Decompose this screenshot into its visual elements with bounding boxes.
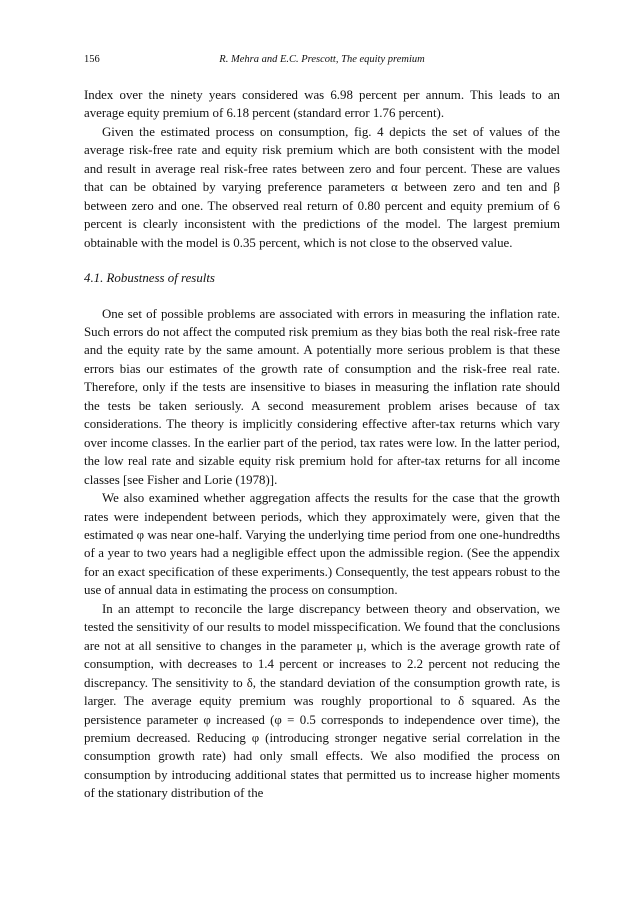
paragraph-continuation: Index over the ninety years considered was 6.98 percent per annum. This leads to an average equity premium of 6.18 percent (standard error 1.76 percent).	[84, 88, 560, 121]
paragraph-measurement-errors: One set of possible problems are associated with errors in measuring the inflation rate. Such errors do not affect the computed risk premium as they bias both the real risk-free rate and the equity rate by the same amount. A potentially more serious problem is that these errors bias our estimates of the growth rate of consumption and the risk-free real rate. Therefore, only if the tests are insensitive to biases in measuring the inflation rate should the tests be taken seriously. A second measurement problem arises because of tax considerations. The theory is implicitly considering effective after-tax returns which vary over income classes. In the earlier part of the period, tax rates were low. In the latter period, the low real rate and sizable equity risk premium hold for after-tax returns for all income classes [see Fisher and Lorie (1978)].	[84, 306, 560, 487]
running-header	[84, 52, 560, 68]
page-number: 156	[84, 54, 100, 65]
running-title: R. Mehra and E.C. Prescott, The equity premium	[219, 54, 425, 65]
paragraph-aggregation: We also examined whether aggregation affects the results for the case that the growth rates were independent between periods, which they approximately were, given that the estimated φ was near one-half. Varying the underlying time period from one one-hundredths of a year to two years had a negligible effect upon the admissible region. (See the appendix for an exact specification of these experiments.) Consequently, the test appears robust to the use of annual data in estimating the process on consumption.	[84, 491, 560, 598]
document-page	[84, 52, 560, 803]
paragraph-misspecification: In an attempt to reconcile the large discrepancy between theory and observation, we tested the sensitivity of our results to model misspecification. We found that the conclusions are not at all sensitive to changes in the parameter μ, which is the average growth rate of consumption, with decreases to 1.4 percent or increases to 2.2 percent not reducing the discrepancy. The sensitivity to δ, the standard deviation of the consumption growth rate, is larger. The average equity premium was roughly proportional to δ squared. As the persistence parameter φ increased (φ = 0.5 corresponds to independence over time), the premium decreased. Reducing φ (introducing stronger negative serial correlation in the consumption growth rate) had only small effects. We also modified the process on consumption by introducing additional states that permitted us to increase higher moments of the stationary distribution of the	[84, 601, 560, 801]
paragraph-fig4-discussion: Given the estimated process on consumption, fig. 4 depicts the set of values of the average risk-free rate and equity risk premium which are both consistent with the model and result in average real risk-free rates between zero and four percent. These are values that can be obtained by varying preference parameters α between zero and ten and β between zero and one. The observed real return of 0.80 percent and equity premium of 6 percent is clearly inconsistent with the predictions of the model. The largest premium obtainable with the model is 0.35 percent, which is not close to the observed value.	[84, 124, 560, 250]
section-heading-robustness: 4.1. Robustness of results	[84, 271, 215, 286]
